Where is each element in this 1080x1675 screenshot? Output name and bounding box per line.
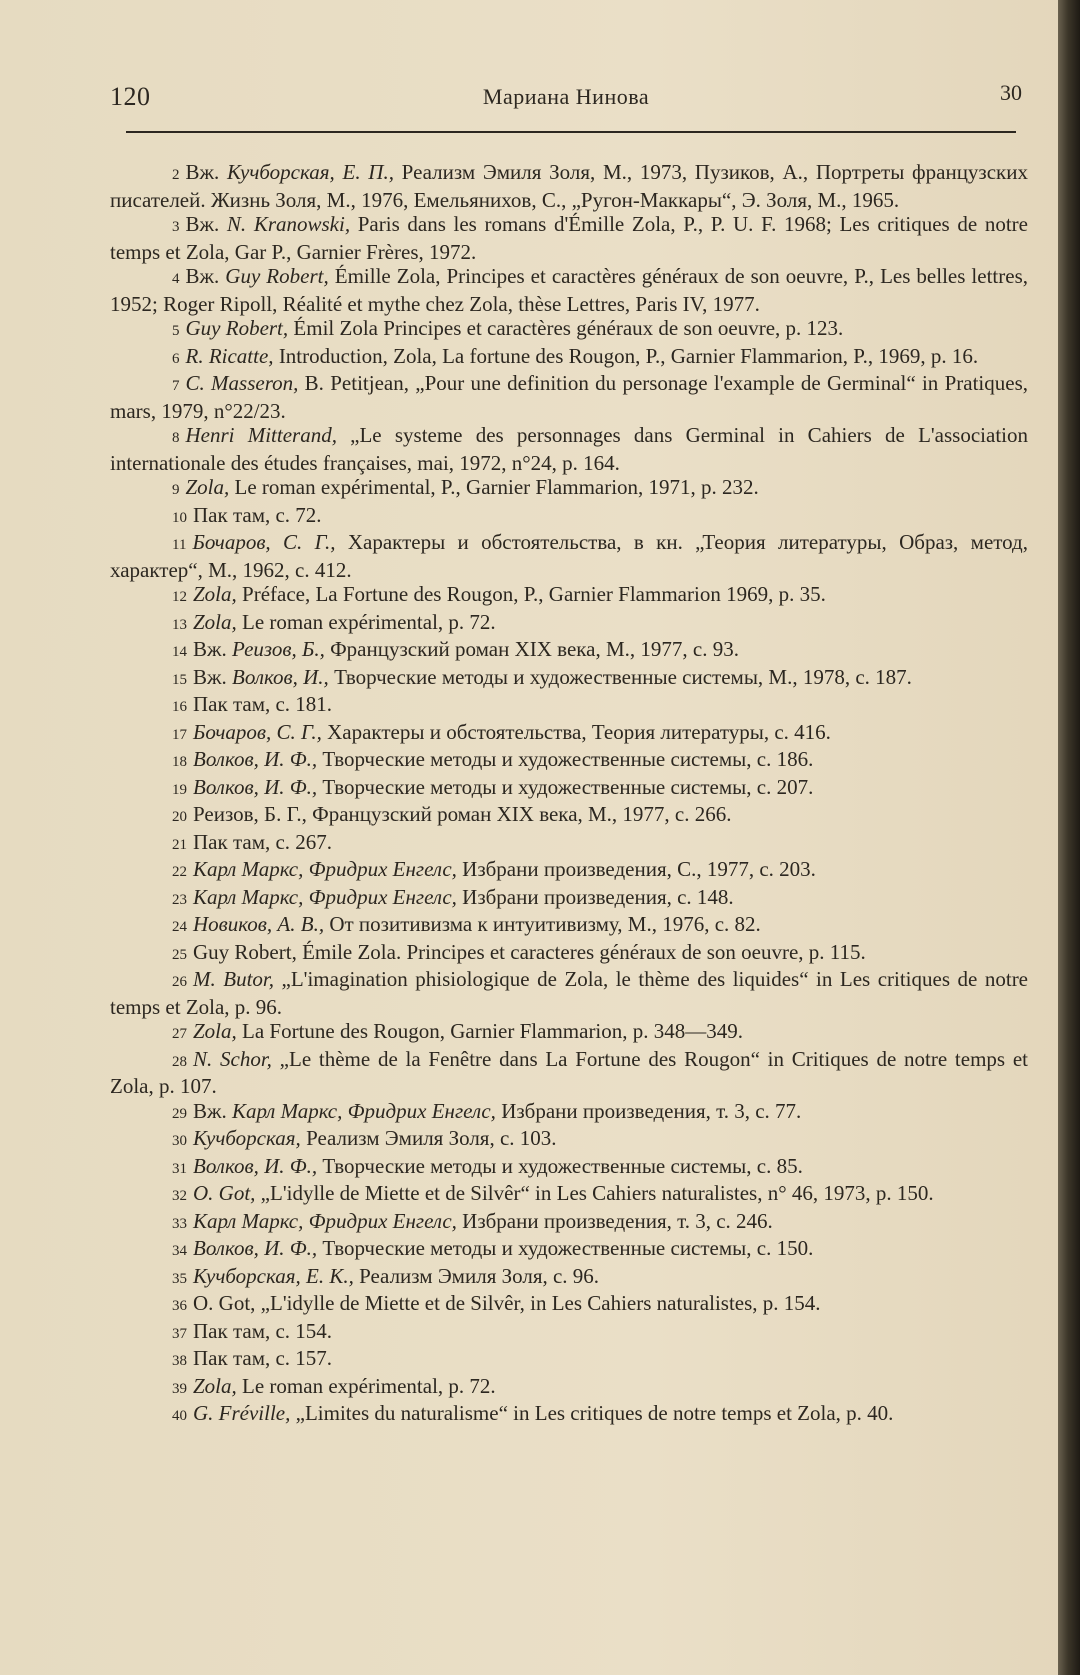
page-number: 120: [110, 82, 151, 111]
footnote-28: [110, 1047, 1028, 1099]
footnote-text: Творческие методы и художественные системы, с. 207.: [317, 774, 814, 799]
footnote-13: [110, 610, 1028, 638]
footnote-number: 14: [172, 644, 187, 660]
footnote-prefix: Вж.: [193, 1098, 233, 1123]
footnote-author: M. Butor,: [193, 967, 275, 991]
footnote-author: N. Kranowski,: [226, 212, 351, 236]
page-header: [110, 82, 1022, 122]
footnote-prefix: Вж.: [193, 664, 233, 689]
footnote-number: 6: [172, 350, 180, 367]
footnote-40: [110, 1401, 1028, 1429]
footnote-number: 36: [172, 1298, 187, 1314]
footnote-21: [110, 830, 1028, 858]
footnote-number: 18: [172, 754, 187, 770]
footnote-prefix: Пак там, с. 157.: [193, 1346, 333, 1370]
footnote-author: Волков, И.,: [232, 664, 329, 689]
footnote-number: 37: [172, 1325, 187, 1342]
footnote-35: [110, 1264, 1028, 1292]
footnote-text: Paris dans les romans d'Émille Zola, P., P. U. F. 1968; Les critiques de notre temps et Zola, Gar P., Garnier Frères, 1972.: [110, 212, 1028, 264]
footnote-17: [110, 720, 1028, 748]
footnote-number: 33: [172, 1215, 187, 1232]
footnote-author: Zola,: [193, 1019, 237, 1043]
footnote-text: Émille Zola, Principes et caractères généraux de son oeuvre, P., Les belles lettres, 1952; Roger Ripoll, Réalité et mythe chez Zola, thèse Lettres, Paris IV, 1977.: [110, 264, 1028, 316]
footnote-number: 38: [172, 1353, 187, 1369]
footnote-number: 9: [172, 482, 180, 498]
footnote-number: 21: [172, 836, 187, 853]
footnote-text: Избрани произведения, с. 148.: [456, 884, 734, 909]
footnote-18: [110, 747, 1028, 775]
footnote-text: От позитивизма к интуитивизму, М., 1976, с. 82.: [324, 912, 761, 936]
footnote-number: 29: [172, 1105, 187, 1122]
footnote-text: Характеры и обстоятельства, в кн. „Теория литературы, Образ, метод, характер“, М., 1962, с. 412.: [110, 530, 1028, 582]
footnote-8: [110, 423, 1028, 475]
footnote-prefix: Пак там, с. 154.: [193, 1318, 333, 1343]
footnote-author: Новиков, А. В.,: [193, 912, 325, 936]
footnote-author: O. Got,: [193, 1181, 256, 1205]
footnote-text: „L'idylle de Miette et de Silvêr“ in Les Cahiers naturalistes, n° 46, 1973, p. 150.: [255, 1181, 934, 1205]
footnote-7: [110, 371, 1028, 423]
footnote-5: [110, 316, 1028, 344]
footnote-10: [110, 503, 1028, 531]
footnote-number: 34: [172, 1243, 187, 1259]
footnote-number: 40: [172, 1408, 187, 1424]
footnote-22: [110, 857, 1028, 885]
footnote-prefix: Вж.: [193, 637, 233, 661]
footnote-14: [110, 637, 1028, 665]
footnote-text: Французский роман XIX века, М., 1977, с. 93.: [324, 637, 739, 661]
header-rule: [126, 131, 1016, 133]
footnote-author: Guy Robert,: [185, 316, 289, 340]
footnote-25: [110, 940, 1028, 968]
footnote-number: 30: [172, 1133, 187, 1149]
footnote-number: 10: [172, 509, 187, 526]
footnote-27: [110, 1019, 1028, 1047]
footnote-number: 2: [172, 167, 180, 183]
footnote-number: 22: [172, 864, 187, 880]
footnote-number: 16: [172, 699, 187, 715]
footnote-author: Карл Маркс, Фридрих Енгелс,: [193, 884, 457, 909]
footnote-32: [110, 1181, 1028, 1209]
folio-mark: 30: [1000, 80, 1022, 105]
footnote-author: Волков, И. Ф.,: [193, 774, 318, 799]
footnote-text: Le roman expérimental, p. 72.: [236, 1373, 496, 1398]
footnote-number: 35: [172, 1270, 187, 1287]
footnote-number: 7: [172, 378, 180, 394]
footnote-author: Волков, И. Ф.,: [193, 1153, 318, 1178]
footnote-prefix: O. Got, „L'idylle de Miette et de Silvêr, in Les Cahiers naturalistes, p. 154.: [193, 1291, 821, 1315]
footnote-author: Кучборская, Е. К.,: [193, 1263, 354, 1288]
footnote-author: Кучборская, Е. П.,: [226, 160, 394, 184]
footnote-author: Zola,: [193, 609, 237, 634]
footnote-number: 20: [172, 809, 187, 825]
footnote-prefix: Пак там, с. 267.: [193, 829, 333, 854]
footnote-number: 32: [172, 1188, 187, 1204]
footnote-author: G. Fréville,: [193, 1401, 291, 1425]
footnote-text: Характеры и обстоятельства, Теория литературы, с. 416.: [321, 719, 831, 744]
footnote-26: [110, 967, 1028, 1019]
footnote-text: Избрани произведения, т. 3, с. 77.: [495, 1098, 802, 1123]
footnote-number: 24: [172, 919, 187, 935]
footnote-author: Бочаров, С. Г.,: [193, 719, 322, 744]
footnote-text: „Le systeme des personnages dans Germinal in Cahiers de L'association internationale des études françaises, mai, 1972, n°24, p. 164.: [110, 423, 1028, 475]
footnote-3: [110, 212, 1028, 264]
footnote-author: Zola,: [193, 1373, 237, 1398]
footnote-6: [110, 344, 1028, 372]
footnote-29: [110, 1099, 1028, 1127]
footnote-text: La Fortune des Rougon, Garnier Flammarion, p. 348—349.: [236, 1019, 744, 1043]
footnote-30: [110, 1126, 1028, 1154]
footnote-number: 15: [172, 671, 187, 688]
footnote-number: 5: [172, 323, 180, 339]
footnote-number: 19: [172, 781, 187, 798]
footnote-34: [110, 1236, 1028, 1264]
footnote-number: 11: [172, 537, 187, 553]
running-title: Мариана Нинова: [482, 84, 650, 109]
footnote-prefix: Guy Robert, Émile Zola. Principes et caracteres généraux de son oeuvre, p. 115.: [193, 939, 866, 964]
footnote-text: Творческие методы и художественные системы, с. 150.: [317, 1236, 814, 1260]
footnote-prefix: Вж.: [185, 212, 227, 236]
footnote-author: Карл Маркс, Фридрих Енгелс,: [193, 1208, 457, 1233]
footnote-text: Préface, La Fortune des Rougon, P., Garnier Flammarion 1969, p. 35.: [236, 582, 826, 606]
page-edge-shadow: [1058, 0, 1080, 1675]
footnote-author: Guy Robert,: [225, 264, 329, 288]
footnote-text: Реализм Эмиля Золя, с. 96.: [353, 1263, 600, 1288]
footnote-24: [110, 912, 1028, 940]
footnote-19: [110, 775, 1028, 803]
footnote-author: Бочаров, С. Г.,: [192, 530, 336, 554]
footnote-number: 25: [172, 946, 187, 963]
footnote-author: Zola,: [185, 475, 230, 499]
footnote-15: [110, 665, 1028, 693]
footnote-author: Кучборская,: [193, 1126, 301, 1150]
footnote-number: 31: [172, 1160, 187, 1177]
footnote-prefix: Пак там, с. 72.: [193, 502, 322, 527]
footnote-31: [110, 1154, 1028, 1182]
footnote-number: 27: [172, 1026, 187, 1042]
footnote-prefix: Пак там, с. 181.: [193, 692, 333, 716]
footnote-36: [110, 1291, 1028, 1319]
footnote-text: „Le thème de la Fenêtre dans La Fortune des Rougon“ in Critiques de notre temps et Zola, p. 107.: [110, 1046, 1028, 1098]
footnote-author: Волков, И. Ф.,: [193, 747, 318, 771]
footnote-text: Introduction, Zola, La fortune des Rougon, P., Garnier Flammarion, P., 1969, p. 16.: [273, 343, 979, 368]
footnote-4: [110, 264, 1028, 316]
footnote-number: 12: [172, 589, 187, 605]
footnote-text: Реализм Эмиля Золя, М., 1973, Пузиков, А., Портреты французских писателей. Жизнь Золя, М., 1976, Емельянихов, С., „Ругон-Маккары“, Э. Золя, М., 1965.: [110, 160, 1028, 212]
footnote-20: [110, 802, 1028, 830]
footnote-prefix: Реизов, Б. Г., Французский роман XIX века, М., 1977, с. 266.: [193, 802, 732, 826]
footnote-number: 26: [172, 974, 187, 990]
footnote-author: Henri Mitterand,: [185, 423, 337, 447]
footnote-number: 8: [172, 430, 180, 446]
footnote-16: [110, 692, 1028, 720]
footnote-11: [110, 530, 1028, 582]
footnote-author: Zola,: [193, 582, 237, 606]
footnote-12: [110, 582, 1028, 610]
footnote-23: [110, 885, 1028, 913]
footnote-prefix: Вж.: [185, 264, 226, 288]
footnote-text: Избрани произведения, С., 1977, с. 203.: [456, 857, 816, 881]
footnote-author: Карл Маркс, Фридрих Енгелс,: [193, 857, 457, 881]
footnote-number: 17: [172, 726, 187, 743]
footnote-author: Волков, И. Ф.,: [193, 1236, 318, 1260]
footnote-text: „Limites du naturalisme“ in Les critiques de notre temps et Zola, p. 40.: [290, 1401, 894, 1425]
footnote-number: 4: [172, 271, 180, 287]
footnote-38: [110, 1346, 1028, 1374]
footnote-prefix: Вж.: [185, 160, 227, 184]
footnote-text: „L'imagination phisiologique de Zola, le thème des liquides“ in Les critiques de notre temps et Zola, p. 96.: [110, 967, 1029, 1019]
footnote-text: Творческие методы и художественные системы, с. 186.: [317, 747, 814, 771]
footnote-text: B. Petitjean, „Pour une definition du personage l'example de Germinal“ in Pratiques, mars, 1979, n°22/23.: [110, 371, 1029, 423]
footnote-number: 3: [172, 219, 180, 235]
footnote-text: Творческие методы и художественные системы, М., 1978, с. 187.: [328, 664, 912, 689]
footnote-39: [110, 1374, 1028, 1402]
footnote-author: Реизов, Б.,: [232, 637, 325, 661]
footnote-number: 23: [172, 891, 187, 908]
footnote-text: Творческие методы и художественные системы, с. 85.: [317, 1153, 803, 1178]
footnote-9: [110, 475, 1028, 503]
footnote-text: Le roman expérimental, P., Garnier Flammarion, 1971, p. 232.: [229, 475, 759, 499]
footnote-text: Le roman expérimental, p. 72.: [236, 609, 496, 634]
footnote-author: R. Ricatte,: [185, 343, 274, 368]
footnote-author: C. Masseron,: [185, 371, 299, 395]
footnote-2: [110, 160, 1028, 212]
footnote-33: [110, 1209, 1028, 1237]
footnote-37: [110, 1319, 1028, 1347]
footnote-author: Карл Маркс, Фридрих Енгелс,: [232, 1098, 496, 1123]
footnote-text: Реализм Эмиля Золя, с. 103.: [300, 1126, 557, 1150]
footnote-number: 28: [172, 1053, 187, 1070]
footnotes-list: [110, 160, 1028, 1429]
footnote-author: N. Schor,: [193, 1046, 272, 1071]
footnote-number: 13: [172, 616, 187, 633]
footnote-number: 39: [172, 1380, 187, 1397]
footnote-text: Émil Zola Principes et caractères généraux de son oeuvre, p. 123.: [288, 316, 844, 340]
footnote-text: Избрани произведения, т. 3, с. 246.: [456, 1208, 773, 1233]
